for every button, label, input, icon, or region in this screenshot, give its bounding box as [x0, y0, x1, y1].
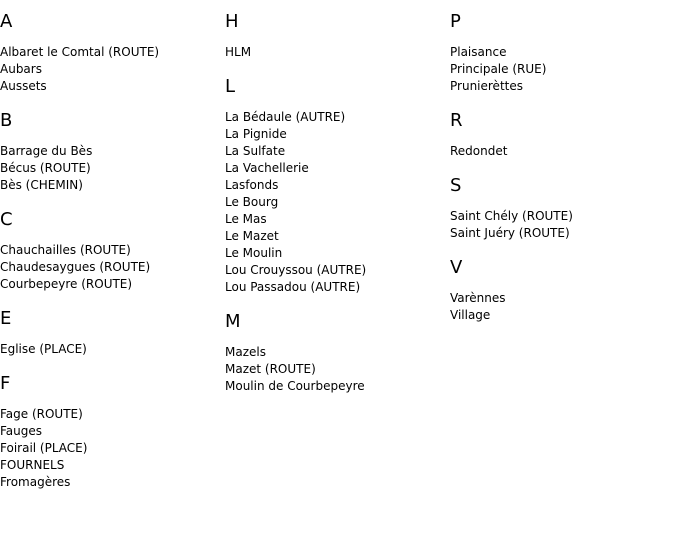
street-link[interactable]: Le Moulin: [225, 246, 283, 260]
street-list: [0, 242, 220, 293]
street-link[interactable]: Foirail (PLACE): [0, 441, 88, 455]
street-link[interactable]: HLM: [225, 45, 252, 59]
street-link[interactable]: Bécus (ROUTE): [0, 161, 91, 175]
street-link[interactable]: Village: [450, 308, 491, 322]
street-link[interactable]: Moulin de Courbepeyre: [225, 379, 365, 393]
street-link[interactable]: Chauchailles (ROUTE): [0, 243, 131, 257]
street-link[interactable]: Aubars: [0, 62, 42, 76]
letter-heading: E: [0, 308, 12, 329]
letter-heading: R: [450, 110, 463, 131]
street-link[interactable]: Prunierèttes: [450, 79, 523, 93]
street-link[interactable]: Fage (ROUTE): [0, 407, 83, 421]
street-list: [0, 44, 220, 95]
letter-heading: P: [450, 11, 461, 32]
street-list: [0, 406, 220, 491]
letter-group: [450, 109, 670, 160]
street-link[interactable]: Le Mas: [225, 212, 267, 226]
street-link[interactable]: Bès (CHEMIN): [0, 178, 83, 192]
street-link[interactable]: La Pignide: [225, 127, 287, 141]
letter-heading: A: [0, 11, 13, 32]
street-link[interactable]: Lou Passadou (AUTRE): [225, 280, 361, 294]
street-list: [0, 143, 220, 194]
letter-heading: B: [0, 110, 13, 131]
street-link[interactable]: Mazels: [225, 345, 266, 359]
street-link[interactable]: Barrage du Bès: [0, 144, 93, 158]
letter-heading: C: [0, 209, 13, 230]
street-link[interactable]: Chaudesaygues (ROUTE): [0, 260, 151, 274]
letter-group: [450, 174, 670, 242]
street-link[interactable]: La Sulfate: [225, 144, 286, 158]
street-link[interactable]: Eglise (PLACE): [0, 342, 87, 356]
letter-group: [0, 109, 220, 194]
letter-group: [450, 256, 670, 324]
street-link[interactable]: La Vachellerie: [225, 161, 309, 175]
letter-heading: L: [225, 76, 236, 97]
street-link[interactable]: Saint Chély (ROUTE): [450, 209, 573, 223]
street-link[interactable]: Varènnes: [450, 291, 506, 305]
street-link[interactable]: Saint Juéry (ROUTE): [450, 226, 570, 240]
letter-heading: M: [225, 311, 241, 332]
street-link[interactable]: Plaisance: [450, 45, 507, 59]
street-link[interactable]: Lou Crouyssou (AUTRE): [225, 263, 367, 277]
street-list: [450, 44, 670, 95]
street-link[interactable]: Albaret le Comtal (ROUTE): [0, 45, 160, 59]
street-link[interactable]: Le Bourg: [225, 195, 279, 209]
street-list: [225, 109, 445, 296]
letter-group: [0, 208, 220, 293]
letter-group: [0, 10, 220, 95]
letter-group: [0, 372, 220, 491]
street-list: [450, 143, 670, 160]
street-link[interactable]: Le Mazet: [225, 229, 279, 243]
column-1: [0, 10, 220, 505]
street-list: [450, 208, 670, 242]
street-list: [0, 341, 220, 358]
street-link[interactable]: Redondet: [450, 144, 508, 158]
street-link[interactable]: Lasfonds: [225, 178, 279, 192]
street-link[interactable]: FOURNELS: [0, 458, 65, 472]
letter-group: [0, 307, 220, 358]
letter-heading: S: [450, 175, 462, 196]
letter-group: [225, 10, 445, 61]
street-list: [450, 290, 670, 324]
street-list: [225, 44, 445, 61]
column-3: [450, 10, 670, 338]
street-link[interactable]: La Bédaule (AUTRE): [225, 110, 346, 124]
letter-heading: H: [225, 11, 239, 32]
letter-heading: V: [450, 257, 463, 278]
letter-group: [225, 75, 445, 296]
street-link[interactable]: Principale (RUE): [450, 62, 547, 76]
letter-heading: F: [0, 373, 11, 394]
street-link[interactable]: Fauges: [0, 424, 43, 438]
street-list: [225, 344, 445, 395]
street-link[interactable]: Courbepeyre (ROUTE): [0, 277, 133, 291]
column-2: [225, 10, 445, 409]
letter-group: [450, 10, 670, 95]
letter-group: [225, 310, 445, 395]
street-link[interactable]: Aussets: [0, 79, 47, 93]
street-link[interactable]: Mazet (ROUTE): [225, 362, 316, 376]
street-link[interactable]: Fromagères: [0, 475, 71, 489]
